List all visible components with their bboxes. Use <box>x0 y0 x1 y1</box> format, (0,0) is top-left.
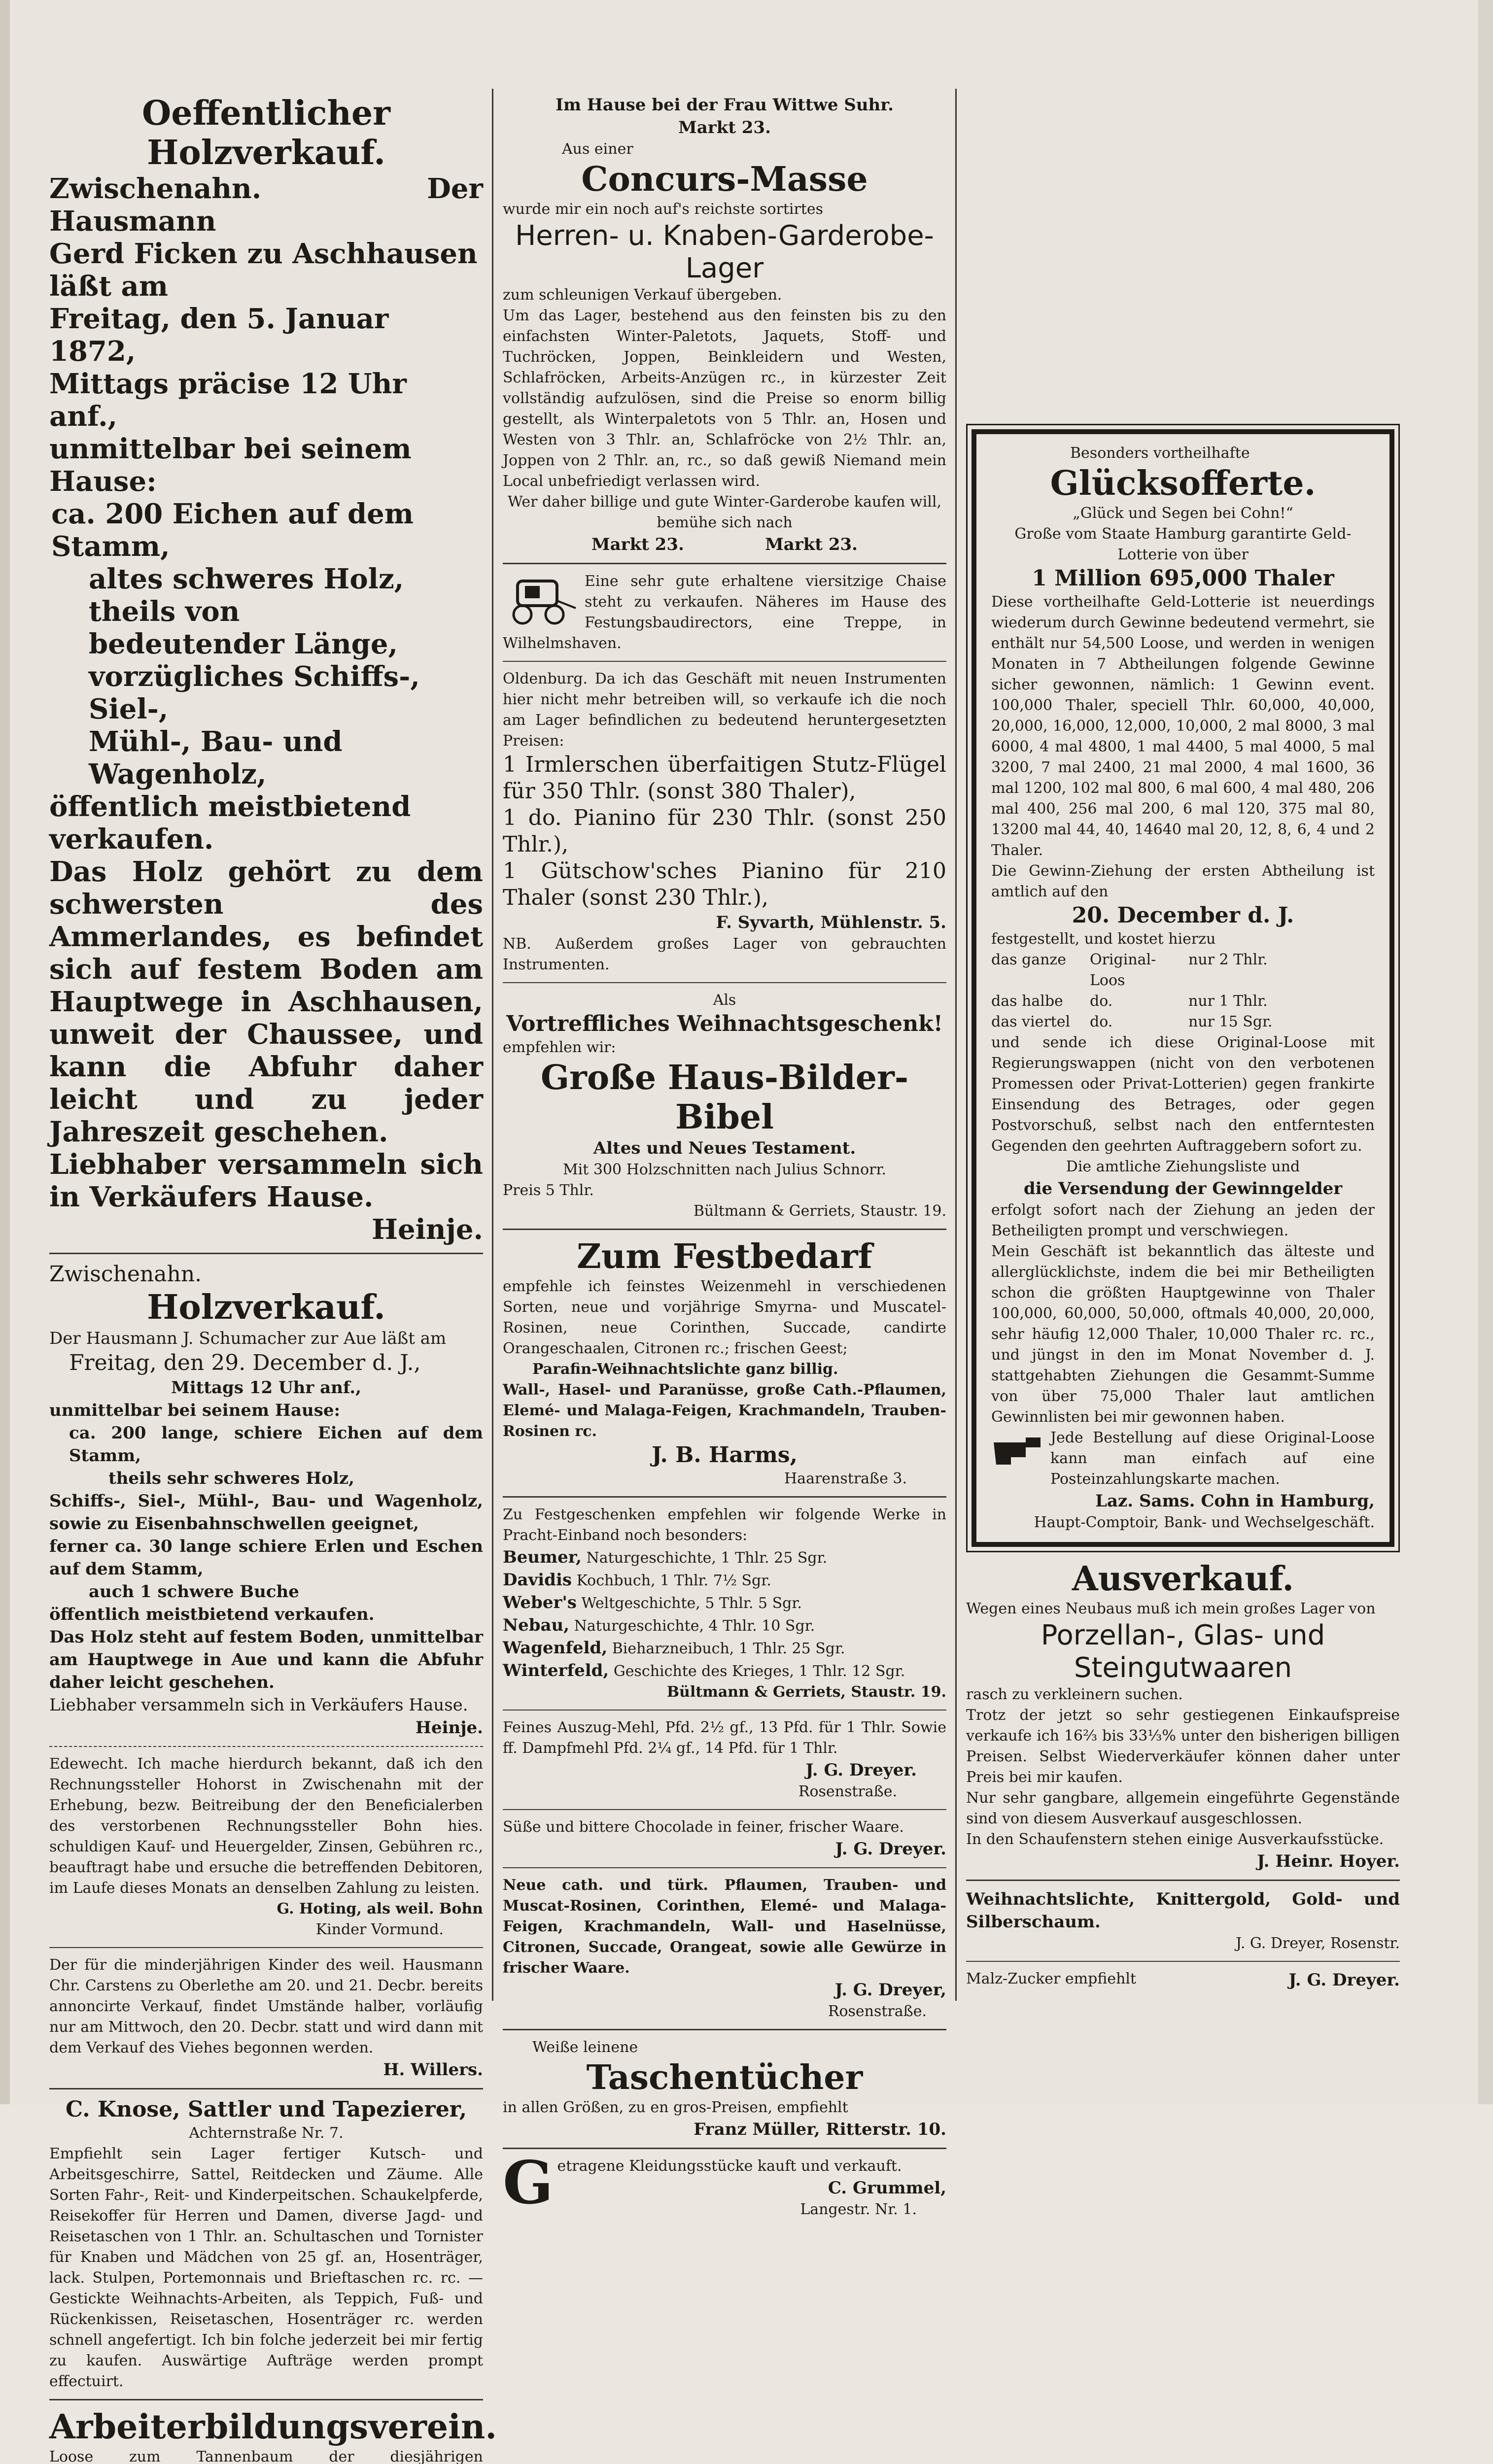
ad-text: Empfiehlt sein Lager fertiger Kutsch- und Arbeitsgeschirre, Sattel, Reitdecken und Zäume. Alle Sorten Fahr-, Reit- und Kinderpeitschen. Schaukelpferde, Reisekoffer für Herren und Damen, diverse Jagd- und Reisetaschen von 1 Thlr. an. Schultaschen und Tornister für Knaben und Mädchen von 25 gf. an, Hosenträger, lack. Stulpen, Portemonnais und Brieftaschen rc. rc. — Gestickte Weihnachts-Arbeiten, als Teppich, Fuß- und Rückenkissen, Reisetaschen, Hosenträger rc. werden schnell angefertigt. Ich bin folche jederzeit bei mir fertig zu kaufen. Auswärtige Aufträge werden prompt effectuirt. <box>49 2145 483 2390</box>
ad-line: Wer daher billige und gute Winter-Garderobe kaufen will, bemühe sich nach <box>507 493 942 531</box>
ad-text: Oldenburg. Da ich das Geschäft mit neuen Instrumenten hier nicht mehr betreiben will, so verkaufe ich die noch am Lager befindlichen zu bedeutend heruntergesetzten Preisen: <box>503 670 946 750</box>
ad-line: Preis 5 Thlr. <box>503 1182 594 1199</box>
divider <box>503 1809 946 1810</box>
ad-address: Achternstraße Nr. 7. <box>189 2124 344 2142</box>
ad-line: Gerd Ficken zu Aschhausen läßt am <box>49 238 478 303</box>
ad-text: Weihnachtslichte, Knittergold, Gold- und Silberschaum. <box>966 1889 1400 1932</box>
ad-line: „Glück und Segen bei Cohn!“ <box>1073 505 1293 522</box>
ad-item: 1 Gütschow'sches Pianino für 210 Thaler (sonst 230 Thlr.), <box>503 858 946 910</box>
ad-line: Zwischenahn. Der Hausmann <box>49 172 483 238</box>
ad-chocolade <box>503 1817 946 1860</box>
ad-text: und sende ich diese Original-Loose mit Regierungswappen (nicht von den verbotenen Promessen oder Privat-Lotterien) gegen frankirte Einsendung des Betrages, oder gegen Postvorschuß, selbst nach den entferntesten Gegenden den geehrten Auftraggebern sofort zu. <box>991 1034 1375 1155</box>
ad-line: Wall-, Hasel- und Paranüsse, große Cath.-Pflaumen, Elemé- und Malaga-Feigen, Krachmandeln, Trauben-Rosinen rc. <box>503 1381 946 1440</box>
ad-text: Malz-Zucker empfiehlt <box>966 1970 1137 1987</box>
ad-text: Loose zum Tannenbaum der diesjährigen <box>49 2448 483 2464</box>
ad-signature: J. Heinr. Hoyer. <box>1257 1851 1400 1871</box>
price-value: nur 2 Thlr. <box>1188 951 1268 968</box>
ad-edewecht <box>49 1754 483 1940</box>
ad-festbedarf <box>503 1237 946 1489</box>
ad-markt-row <box>503 533 946 556</box>
ad-line: Weiße leinene <box>532 2039 638 2056</box>
book-name: Davidis <box>503 1570 572 1590</box>
divider <box>49 1253 483 1254</box>
price-value: nur 1 Thlr. <box>1188 992 1268 1010</box>
ad-line: rasch zu verkleinern suchen. <box>966 1686 1183 1703</box>
ad-big-line: 1 Million 695,000 Thaler <box>1032 566 1334 591</box>
ad-title: Ausverkauf. <box>1072 1559 1294 1599</box>
ad-place: Zwischenahn. <box>49 1262 202 1287</box>
ad-title: Taschentücher <box>586 2058 863 2097</box>
ad-date: 20. December d. J. <box>1072 903 1294 928</box>
ad-signature: Bültmann & Gerriets, Staustr. 19. <box>693 1202 946 1220</box>
ad-address: Rosenstraße. <box>828 2003 927 2020</box>
ad-signature-2: Haupt-Comptoir, Bank- und Wechselgeschäft. <box>1034 1514 1375 1531</box>
ad-signature: H. Willers. <box>383 2060 483 2080</box>
divider <box>503 982 946 983</box>
ad-address: Haarenstraße 3. <box>784 1470 907 1487</box>
ad-text: empfehle ich feinstes Weizenmehl in verschiedenen Sorten, neue und vorjährige Smyrna- und Muscatel-Rosinen, neue Corinthen, Succade, candirte Orangeschaalen, Citronen rc.; frischen Geest; <box>503 1278 946 1357</box>
divider <box>503 2029 946 2030</box>
ad-item: 1 do. Pianino für 230 Thlr. (sonst 250 Thlr.), <box>503 805 946 857</box>
ad-line: altes schweres Holz, theils von <box>89 563 404 628</box>
ad-taschentuecher <box>503 2037 946 2141</box>
ad-signature: J. G. Dreyer. <box>805 1760 917 1780</box>
book-desc: Weltgeschichte, 5 Thlr. 5 Sgr. <box>581 1595 802 1612</box>
price-label: das viertel <box>991 1013 1071 1030</box>
price-row <box>991 1012 1375 1032</box>
ad-line: theils sehr schweres Holz, <box>108 1469 354 1488</box>
ad-line: Als <box>713 992 736 1009</box>
ad-line: ca. 200 Eichen auf dem Stamm, <box>51 498 414 563</box>
ad-line: in allen Größen, zu en gros-Preisen, empfiehlt <box>503 2099 848 2116</box>
divider <box>503 1867 946 1868</box>
divider <box>503 2148 946 2149</box>
price-item: do. <box>1090 1013 1113 1030</box>
price-label: das ganze <box>991 951 1066 968</box>
ad-text: Neue cath. und türk. Pflaumen, Trauben- und Muscat-Rosinen, Corinthen, Elemé- und Malaga-Feigen, Krachmandeln, Wall- und Haselnüsse, Citronen, Succade, Orangeat, sowie alle Gewürze in frischer Waare. <box>503 1877 946 1977</box>
book-desc: Naturgeschichte, 1 Thlr. 25 Sgr. <box>586 1549 828 1567</box>
column-1 <box>49 94 497 2464</box>
book-desc: Geschichte des Krieges, 1 Thlr. 12 Sgr. <box>613 1663 905 1680</box>
ad-line: Die Gewinn-Ziehung der ersten Abtheilung ist amtlich auf den <box>991 862 1375 900</box>
price-item: do. <box>1090 992 1113 1010</box>
ad-signature: F. Syvarth, Mühlenstr. 5. <box>716 913 946 932</box>
ad-line: Altes und Neues Testament. <box>593 1138 856 1158</box>
ad-grummel <box>503 2156 946 2220</box>
ad-line: Die amtliche Ziehungsliste und <box>1066 1158 1300 1175</box>
ad-text: Mein Geschäft ist bekanntlich das älteste und allerglücklichste, indem die bei mir Betheiligten schon die größten Hauptgewinne von Thaler 100,000, 60,000, 50,000, oftmals 40,000, 20,000, sehr häufig 12,000 Thaler, 10,000 Thaler rc. rc., und jüngst in den im Monat November d. J. stattgehabten Ziehungen die Gesammt-Summe von über 75,000 Thaler laut amtlichen Gewinnlisten bei mir gewonnen haben. <box>991 1243 1375 1426</box>
ad-bibel <box>503 990 946 1222</box>
ad-line: Mittags präcise 12 Uhr anf., <box>49 368 407 433</box>
ad-text: erfolgt sofort nach der Ziehung an jeden der Betheiligten prompt und verschwiegen. <box>991 1201 1375 1239</box>
ad-text: Liebhaber versammeln sich in Verkäufers Hause. <box>49 1695 468 1715</box>
book-name: Beumer, <box>503 1547 582 1567</box>
price-row <box>991 950 1375 991</box>
ad-line: ferner ca. 30 lange schiere Erlen und Eschen auf dem Stamm, <box>49 1537 483 1579</box>
ad-title: Holzverkauf. <box>147 1288 385 1327</box>
ad-line: unmittelbar bei seinem Hause: <box>49 433 412 498</box>
book-list <box>503 1546 946 1682</box>
ad-signature: Heinje. <box>372 1213 483 1246</box>
book-item <box>503 1546 946 1569</box>
ad-line: Der Hausmann J. Schumacher zur Aue läßt am <box>49 1329 447 1348</box>
ad-festgeschenke <box>503 1505 946 1703</box>
book-item <box>503 1614 946 1637</box>
ad-line: Im Hause bei der Frau Wittwe Suhr. <box>556 95 894 115</box>
ad-text: Eine sehr gute erhaltene viersitzige Chaise steht zu verkaufen. Näheres im Hause des Festungsbaudirectors, eine Treppe, in Wilhelmshaven. <box>503 573 946 652</box>
ad-auszugmehl <box>503 1717 946 1802</box>
ad-initial: G <box>503 2156 554 2218</box>
ad-signature: J. G. Dreyer, <box>834 1980 946 2000</box>
ad-markt-1: Markt 23. <box>591 535 684 554</box>
book-desc: Kochbuch, 1 Thlr. 7½ Sgr. <box>576 1572 771 1589</box>
divider <box>503 1229 946 1230</box>
ad-signature: Heinje. <box>415 1718 483 1738</box>
ad-line: empfehlen wir: <box>503 1039 616 1056</box>
column-rule-2 <box>955 89 957 2001</box>
ad-text: Um das Lager, bestehend aus den feinsten bis zu den einfachsten Winter-Paletots, Jaquets, Stoff- und Tuchröcken, Joppen, Beinkleidern und Westen, Schlafröcken, Arbeits-Anzügen rc., in kürzester Zeit vollständig aufzulösen, sind die Preise so enorm billig gestellt, als Winterpaletots von 5 Thlr. an, Hosen und Westen von 3 Thlr. an, Schlafröcke von 2½ Thlr. an, Joppen von 2 Thlr. an, rc., so daß gewiß Niemand mein Local unbefriedigt verlassen wird. <box>503 307 946 490</box>
ad-line: zum schleunigen Verkauf übergeben. <box>503 286 782 304</box>
ad-line: die Versendung der Gewinngelder <box>1023 1179 1343 1198</box>
ad-text: Liebhaber versammeln sich in Verkäufers Hause. <box>49 1148 483 1213</box>
divider <box>503 1710 946 1711</box>
ad-chaise <box>503 571 946 654</box>
ad-text: Süße und bittere Chocolade in feiner, frischer Waare. <box>503 1818 904 1836</box>
ad-line: Große vom Staate Hamburg garantirte Geld-Lotterie von über <box>1014 525 1352 563</box>
divider <box>503 661 946 662</box>
carriage-icon <box>503 571 577 625</box>
ad-text: etragene Kleidungsstücke kauft und verkauft. <box>557 2157 902 2175</box>
ad-signature: J. G. Dreyer. <box>1288 1970 1400 1990</box>
ad-line: unmittelbar bei seinem Hause: <box>49 1401 341 1420</box>
ad-text: Trotz der jetzt so sehr gestiegenen Einkaufspreise verkaufe ich 16⅔ bis 33⅓% unter den bisherigen billigen Preisen. Selbst Wiederverkäufer können daher unter Preis bei mir kaufen. <box>966 1707 1400 1786</box>
ad-signature: Laz. Sams. Cohn in Hamburg, <box>1095 1491 1375 1511</box>
ad-markt-2: Markt 23. <box>765 535 858 554</box>
ad-line: öffentlich meistbietend verkaufen. <box>49 790 411 856</box>
ad-item: 1 Irmlerschen überfaitigen Stutz-Flügel für 350 Thlr. (sonst 380 Thaler), <box>503 752 946 804</box>
book-item <box>503 1659 946 1682</box>
ad-gluecksofferte <box>972 429 1394 1547</box>
book-item <box>503 1637 946 1659</box>
ad-address: Rosenstraße. <box>798 1783 897 1800</box>
price-table <box>991 950 1375 1032</box>
ad-arbeiterbildungsverein <box>49 2407 497 2464</box>
divider <box>49 2088 483 2089</box>
ad-syvarth <box>503 669 946 975</box>
ad-text: Das Holz gehört zu dem schwersten des Ammerlandes, es befindet sich auf festem Boden am Hauptwege in Aschhausen, unweit der Chaussee, und kann die Abfuhr daher leicht und zu jeder Jahreszeit geschehen. <box>49 856 483 1148</box>
ad-note: NB. Außerdem großes Lager von gebrauchten Instrumenten. <box>503 935 946 973</box>
ad-line: Mit 300 Holzschnitten nach Julius Schnorr. <box>562 1161 887 1178</box>
ad-line: bedeutender Länge, <box>89 628 398 660</box>
ad-pflaumen <box>503 1875 946 2022</box>
divider <box>503 563 946 564</box>
ad-line: Freitag, den 29. December d. J., <box>69 1350 421 1375</box>
ad-weihnachtslichte <box>966 1888 1400 1954</box>
pointing-hand-icon <box>991 1428 1045 1472</box>
ad-text: Jede Bestellung auf diese Original-Loose kann man einfach auf eine Posteinzahlungskarte machen. <box>1050 1429 1375 1488</box>
book-desc: Naturgeschichte, 4 Thlr. 10 Sgr. <box>574 1617 815 1635</box>
ad-title: C. Knose, Sattler und Tapezierer, <box>65 2097 467 2122</box>
ad-order-row <box>991 1428 1375 1490</box>
ad-text: Der für die minderjährigen Kinder des weil. Hausmann Chr. Carstens zu Oberlethe am 20. und 21. Decbr. bereits annoncirte Verkauf, findet Umstände halber, vorläufig nur am Mittwoch, den 20. Decbr. statt und wird dann mit dem Verkauf des Viehes begonnen werden. <box>49 1956 483 2056</box>
ad-line: Wegen eines Neubaus muß ich mein großes Lager von <box>966 1600 1376 1617</box>
ad-knose <box>49 2096 483 2392</box>
book-item <box>503 1569 946 1591</box>
ad-line: Mittags 12 Uhr anf., <box>171 1378 361 1398</box>
ad-line: wurde mir ein noch auf's reichste sortirtes <box>503 201 824 218</box>
ad-signature: Bültmann & Gerriets, Staustr. 19. <box>666 1683 946 1701</box>
ad-text: In den Schaufenstern stehen einige Ausverkaufsstücke. <box>966 1831 1384 1848</box>
book-name: Nebau, <box>503 1615 570 1635</box>
ad-text: Nur sehr gangbare, allgemein eingeführte Gegenstände sind von diesem Ausverkauf ausgeschlossen. <box>966 1789 1400 1827</box>
lottery-frame <box>966 424 1400 1552</box>
ad-malzzucker <box>966 1969 1400 1991</box>
column-rule-1 <box>492 89 493 2001</box>
ad-signature: Franz Müller, Ritterstr. 10. <box>694 2120 946 2139</box>
book-item <box>503 1591 946 1614</box>
divider <box>966 1880 1400 1881</box>
ad-line: auch 1 schwere Buche <box>89 1582 299 1602</box>
ad-signature: C. Grummel, <box>828 2178 946 2198</box>
price-label: das halbe <box>991 992 1063 1010</box>
ad-signature: J. G. Dreyer, Rosenstr. <box>1236 1935 1400 1952</box>
ad-title: Glücksofferte. <box>1050 464 1316 503</box>
page-left-edge <box>0 0 11 2104</box>
ad-text: Feines Auszug-Mehl, Pfd. 2½ gf., 13 Pfd. für 1 Thlr. Sowie ff. Dampfmehl Pfd. 2¼ gf., 14 Pfd. für 1 Thlr. <box>503 1719 946 1757</box>
price-value: nur 15 Sgr. <box>1188 1013 1273 1030</box>
ad-line: Aus einer <box>562 140 633 158</box>
ad-line: Markt 23. <box>678 118 771 137</box>
ad-concurs-masse <box>503 94 946 556</box>
column-2 <box>503 94 946 2223</box>
ad-line: Parafin-Weihnachtslichte ganz billig. <box>532 1361 838 1378</box>
ad-signature: J. B. Harms, <box>652 1442 798 1468</box>
ad-signature-2: Kinder Vormund. <box>315 1921 444 1938</box>
book-name: Winterfeld, <box>503 1661 609 1680</box>
ad-signature: G. Hoting, als weil. Bohn <box>277 1900 483 1917</box>
ad-carstens <box>49 1955 483 2081</box>
ad-line: Besonders vortheilhafte <box>1070 445 1250 462</box>
price-item: Original-Loos <box>1090 951 1156 989</box>
ad-line: Schiffs-, Siel-, Mühl-, Bau- und Wagenholz, sowie zu Eisenbahnschwellen geeignet, <box>49 1491 483 1534</box>
book-name: Wagenfeld, <box>503 1638 608 1658</box>
ad-big-line: Herren- u. Knaben-Garderobe-Lager <box>515 220 934 284</box>
page-right-edge <box>1478 0 1493 2104</box>
ad-big-line: Porzellan-, Glas- und Steingutwaaren <box>1041 1619 1325 1684</box>
ad-text: Das Holz steht auf festem Boden, unmittelbar am Hauptwege in Aue und kann die Abfuhr daher leicht geschehen. <box>49 1627 483 1692</box>
divider <box>966 1961 1400 1962</box>
ad-line: Freitag, den 5. Januar 1872, <box>49 303 389 368</box>
ad-line: Vortreffliches Weihnachtsgeschenk! <box>506 1011 943 1036</box>
ad-title: Concurs-Masse <box>581 160 868 199</box>
book-name: Weber's <box>503 1593 577 1612</box>
ad-holzverkauf-ficken <box>49 94 483 1246</box>
ad-title: Zum Festbedarf <box>577 1237 872 1276</box>
ad-text: Zu Festgeschenken empfehlen wir folgende Werke in Pracht-Einband noch besonders: <box>503 1506 946 1544</box>
ad-address: Langestr. Nr. 1. <box>800 2201 917 2218</box>
book-desc: Bieharzneibuch, 1 Thlr. 25 Sgr. <box>612 1640 845 1657</box>
ad-holzverkauf-schumacher <box>49 1261 483 1739</box>
ad-line: öffentlich meistbietend verkaufen. <box>49 1605 375 1624</box>
ad-title: Oeffentlicher Holzverkauf. <box>141 94 391 172</box>
ad-line: ca. 200 lange, schiere Eichen auf dem Stamm, <box>69 1423 483 1466</box>
divider <box>49 1746 483 1747</box>
ad-line: Mühl-, Bau- und Wagenholz, <box>89 725 343 790</box>
ad-text: Edewecht. Ich mache hierdurch bekannt, daß ich den Rechnungssteller Hohorst in Zwischenahn mit der Erhebung, bezw. Beitreibung der den Beneficialerben des verstorbenen Rechnungssteller Bohn hies. schuldigen Kauf- und Heuergelder, Zinsen, Gebühren rc., beauftragt habe und ersuche die betreffenden Debitoren, im Laufe dieses Monats an denselben Zahlung zu leisten. <box>49 1755 483 1897</box>
ad-ausverkauf <box>966 1559 1400 1873</box>
ad-title: Arbeiterbildungsverein. <box>49 2407 497 2447</box>
column-3 <box>966 424 1400 1994</box>
newspaper-page <box>10 0 1484 2464</box>
ad-signature: J. G. Dreyer. <box>835 1839 946 1859</box>
ad-text: Diese vortheilhafte Geld-Lotterie ist neuerdings wiederum durch Gewinne bedeutend vermehrt, sie enthält nur 54,500 Loose, und werden in wenigen Monaten in 7 Abtheilungen folgende Gewinne sicher gewonnen, nämlich: 1 Gewinn event. 100,000 Thaler, speciell Thlr. 60,000, 40,000, 20,000, 16,000, 12,000, 10,000, 2 mal 8000, 3 mal 6000, 4 mal 4800, 1 mal 4400, 5 mal 4000, 5 mal 3200, 7 mal 2400, 21 mal 2000, 4 mal 1600, 36 mal 1200, 102 mal 800, 6 mal 600, 4 mal 480, 206 mal 400, 256 mal 200, 6 mal 120, 375 mal 80, 13200 mal 44, 40, 14640 mal 20, 12, 8, 6, 4 und 2 Thaler. <box>991 593 1375 859</box>
ad-line: vorzügliches Schiffs-, Siel-, <box>89 660 420 725</box>
divider <box>49 1947 483 1948</box>
divider <box>503 1496 946 1498</box>
ad-title: Große Haus-Bilder-Bibel <box>540 1058 909 1137</box>
price-row <box>991 991 1375 1012</box>
divider <box>49 2399 483 2400</box>
ad-line: festgestellt, und kostet hierzu <box>991 930 1216 948</box>
